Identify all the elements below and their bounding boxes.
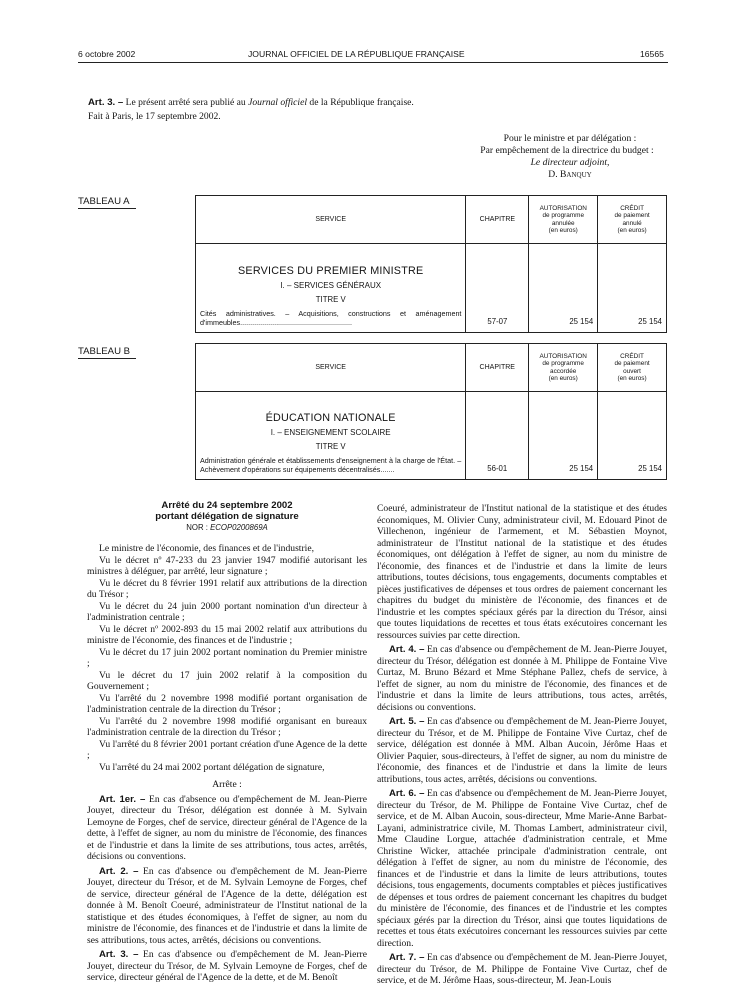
visa-4: Vu le décret nº 2002-893 du 15 mai 2002 relatif aux attributions du ministre de l'économie, des finances et de l'industrie ; <box>87 623 367 646</box>
visa-10: Vu l'arrêté du 24 mai 2002 portant délégation de signature, <box>99 761 325 773</box>
top-art3-journal: Journal officiel <box>248 97 308 108</box>
article-3-continued: Coeuré, administrateur de l'Institut national de la statistique et des études économiques, M. Olivier Cuny, administrateur civil, M. Edouard Pinot de Villechenon, ingénieur de l'armement, et M. Sébastien Moynot, administrateur de l'Institut national de la statistique et des études économiques, ont délégation à l'effet de signer, au nom du ministre de l'économie, des finances et de l'industrie et dans la limite de leurs attributions, toutes décisions, tous engagements, documents comptables et pièces justificatives de dépenses et tous ordres de paiement concernant les chapitres du budget du ministère de l'économie, des finances et de l'industrie et les comptes spéciaux gérés par la direction du Trésor, ainsi que toutes liquidations de recettes et tous états exécutoires concernant les ressources suivies par cette direction. <box>377 503 667 641</box>
signature-name: D. Banquy <box>548 169 592 180</box>
article-2-label: Art. 2. – <box>99 865 139 877</box>
tableau-b-label: TABLEAU B <box>78 346 131 357</box>
article-5-label: Art. 5. – <box>389 716 425 727</box>
tableau-a-titre: TITRE V <box>315 295 346 305</box>
tableau-b-titre: TITRE V <box>315 442 346 452</box>
article-1-label: Art. 1er. – <box>99 793 146 805</box>
visa-1: Vu le décret nº 47-233 du 23 janvier 1947 modifié autorisant les ministres à déléguer, par arrêté, leur signature ; <box>87 554 367 577</box>
tableau-a-underline <box>78 208 136 209</box>
visa-3: Vu le décret du 24 juin 2000 portant nomination d'un directeur à l'administration centrale ; <box>87 600 367 623</box>
article-1 <box>87 794 367 863</box>
col-header-autorisation <box>529 344 598 392</box>
article-7-label: Art. 7. – <box>389 952 425 963</box>
arrete-label: Arrête : <box>212 779 242 790</box>
signature-block <box>470 133 670 181</box>
article-5 <box>377 716 667 785</box>
tableau-a-credit: 25 154 <box>598 244 667 333</box>
col-autorisation-l1: AUTORISATION <box>539 205 587 213</box>
article-3-text: En cas d'absence ou d'empêchement de M. Jean-Pierre Jouyet, directeur du Trésor, de M. Sylvain Lemoyne de Forges, chef de service, directeur général de l'Agence de la dette, et de M. Benoît <box>87 949 367 983</box>
visa-6: Vu le décret du 17 juin 2002 relatif à la composition du Gouvernement ; <box>87 669 367 692</box>
visa-5: Vu le décret du 17 juin 2002 portant nomination du Premier ministre ; <box>87 646 367 669</box>
intro-paragraph: Le ministre de l'économie, des finances et de l'industrie, <box>99 543 314 554</box>
article-3-label: Art. 3. – <box>99 949 139 960</box>
tableau-a-row <box>196 244 667 333</box>
tableau-a-autorisation: 25 154 <box>529 244 598 333</box>
tableau-b-ligne: Administration générale et établissements d'enseignement à la charge de l'État. – Achèvement d'opérations sur équipements décentralisés....... <box>200 456 462 474</box>
article-7 <box>377 952 667 987</box>
col-credit-l2: de paiement <box>614 360 650 368</box>
article-2 <box>87 866 367 947</box>
arrete-title-1: Arrêté du 24 septembre 2002 <box>161 500 293 511</box>
col-credit-l1: CRÉDIT <box>620 205 644 213</box>
col-credit-l1: CRÉDIT <box>620 353 644 361</box>
col-autorisation-l4: (en euros) <box>548 374 578 382</box>
tableau-b-ministere: ÉDUCATION NATIONALE <box>265 412 396 425</box>
article-1-text: En cas d'absence ou d'empêchement de M. Jean-Pierre Jouyet, directeur du Trésor, délégation est donnée à M. Sylvain Lemoyne de Forges, chef de service, directeur général de l'Agence de la dette, à l'effet de signer, au nom du ministre de l'économie, des finances et de l'industrie et dans la limite de ses attributions, tous actes, arrêtés, décisions ou conventions. <box>87 793 367 862</box>
article-7-text: En cas d'absence ou d'empêchement de M. Jean-Pierre Jouyet, directeur du Trésor, de M. Philippe de Fontaine Vive Curtaz, chef de service, et de M. Jérôme Haas, sous-directeur, M. Jean-Louis <box>377 952 667 986</box>
article-4 <box>377 644 667 713</box>
header-rule <box>78 62 668 63</box>
article-6-label: Art. 6. – <box>389 788 425 799</box>
col-credit-l3: annulé <box>622 219 642 227</box>
article-6-text: En cas d'absence ou d'empêchement de M. Jean-Pierre Jouyet, directeur du Trésor, de M. Philippe de Fontaine Vive Curtaz, chef de service, et de M. Alban Aucoin, sous-directeur, Mme Marie-Anne Barbat-Layani, administratrice civile, M. Thomas Lambert, administrateur civil, Mme Claudine Lorgue, attachée d'administration centrale, et Mme Christine Wicker, attachée principale d'administration centrale, ont délégation à l'effet de signer, au nom du ministre de l'économie, des finances et de l'industrie et dans la limite de leurs attributions, toutes décisions, tous engagements, documents comptables et pièces justificatives de dépenses et tous ordres de paiement concernant les chapitres du budget du ministère de l'économie, des finances et de l'industrie et les comptes spéciaux gérés par la direction du Trésor, ainsi que toutes liquidations de recettes et tous états exécutoires concernant les ressources suivies par cette direction. <box>377 788 667 949</box>
article-4-text: En cas d'absence ou d'empêchement de M. Jean-Pierre Jouyet, directeur du Trésor, délégation est donnée à M. Philippe de Fontaine Vive Curtaz, M. Bruno Bézard et Mme Stéphane Pallez, chefs de service, à l'effet de signer, au nom du ministre de l'économie, des finances et de l'industrie et dans la limite de leurs attributions, tous actes, arrêtés, décisions ou conventions. <box>377 644 667 713</box>
tableau-b-underline <box>78 358 136 359</box>
tableau-a-chapitre: 57-07 <box>466 244 529 333</box>
left-column <box>87 500 367 984</box>
nor-code: ECOP0200869A <box>210 523 268 532</box>
tableau-b-chapitre: 56-01 <box>466 392 529 480</box>
col-autorisation-l2: de programme <box>542 212 585 220</box>
fait-a-paris: Fait à Paris, le 17 septembre 2002. <box>88 111 221 122</box>
top-art3-text-b: de la République française. <box>307 97 414 108</box>
visa-8: Vu l'arrêté du 2 novembre 1998 modifié organisant en bureaux l'administration centrale de la direction du Trésor ; <box>87 715 367 738</box>
col-autorisation-l4: (en euros) <box>548 226 578 234</box>
arrete-title-2: portant délégation de signature <box>155 511 299 522</box>
article-2-text: En cas d'absence ou d'empêchement de M. Jean-Pierre Jouyet, directeur du Trésor, et de M. Sylvain Lemoyne de Forges, chef de service, directeur général de l'Agence de la dette, délégation est donnée à M. Benoît Coeuré, administrateur de l'Institut national de la statistique et des études économiques, à l'effet de signer, au nom du ministre de l'économie, des finances et de l'industrie et dans la limite de ses attributions, tous actes, arrêtés, décisions ou conventions. <box>87 865 367 946</box>
col-credit-l4: (en euros) <box>617 226 647 234</box>
col-autorisation-l2: de programme <box>542 360 584 368</box>
col-header-chapitre: CHAPITRE <box>466 344 529 392</box>
col-autorisation-l3: accordée <box>550 367 577 375</box>
tableau-a-service-cell <box>196 244 466 333</box>
col-autorisation-l3: annulée <box>551 219 575 227</box>
col-credit-l4: (en euros) <box>617 374 647 382</box>
top-article-3 <box>88 97 608 109</box>
tableau-a-ministere: SERVICES DU PREMIER MINISTRE <box>238 265 424 278</box>
tableau-b-section: I. – ENSEIGNEMENT SCOLAIRE <box>270 428 391 438</box>
col-header-chapitre: CHAPITRE <box>466 196 529 244</box>
signature-line-1: Pour le ministre et par délégation : <box>503 133 637 144</box>
tableau-b-row <box>196 392 667 480</box>
top-art3-text-a: Le présent arrêté sera publié au <box>123 97 249 108</box>
top-art3-label: Art. 3. – <box>88 97 124 108</box>
tableau-b-credit: 25 154 <box>598 392 667 480</box>
header-journal-title: JOURNAL OFFICIEL DE LA RÉPUBLIQUE FRANÇAISE <box>248 49 465 59</box>
tableau-b-autorisation: 25 154 <box>529 392 598 480</box>
visa-7: Vu l'arrêté du 2 novembre 1998 modifié portant organisation de l'administration centrale de la direction du Trésor ; <box>87 692 367 715</box>
col-header-credit <box>598 344 667 392</box>
tableau-a-label: TABLEAU A <box>78 196 130 207</box>
signature-line-3: Le directeur adjoint, <box>530 157 610 168</box>
header-date: 6 octobre 2002 <box>78 49 136 59</box>
right-column <box>377 503 667 987</box>
col-autorisation-l1: AUTORISATION <box>539 353 587 361</box>
tableau-b <box>195 343 667 480</box>
visa-2: Vu le décret du 8 février 1991 relatif aux attributions de la direction du Trésor ; <box>87 577 367 600</box>
article-3 <box>87 949 367 984</box>
nor-label: NOR : <box>186 523 211 532</box>
article-4-label: Art. 4. – <box>389 644 425 655</box>
col-header-credit <box>598 196 667 244</box>
col-header-service: SERVICE <box>196 344 466 392</box>
col-header-autorisation <box>529 196 598 244</box>
tableau-b-service-cell <box>196 392 466 480</box>
tableau-a-section: I. – SERVICES GÉNÉRAUX <box>280 281 382 291</box>
nor-line <box>87 522 367 533</box>
col-credit-l2: de paiement <box>614 212 650 220</box>
col-header-service: SERVICE <box>196 196 466 244</box>
tableau-a <box>195 195 667 333</box>
visa-9: Vu l'arrêté du 8 février 2001 portant création d'une Agence de la dette ; <box>87 738 367 761</box>
article-6 <box>377 788 667 949</box>
header-page-number: 16565 <box>640 49 664 59</box>
article-5-text: En cas d'absence ou d'empêchement de M. Jean-Pierre Jouyet, directeur du Trésor, et de M. Philippe de Fontaine Vive Curtaz, chef de service, délégation est donnée à MM. Alban Aucoin, Jérôme Haas et Olivier Paquier, sous-directeurs, à l'effet de signer, au nom du ministre de l'économie, des finances et de l'industrie et dans la limite de leurs attributions, tous actes, arrêtés, décisions ou conventions. <box>377 716 667 785</box>
signature-line-2: Par empêchement de la directrice du budget : <box>480 145 654 156</box>
tableau-a-ligne: Cités administratives. – Acquisitions, constructions et aménagement d'immeubles........................................................ <box>200 309 462 327</box>
col-credit-l3: ouvert <box>623 367 641 375</box>
